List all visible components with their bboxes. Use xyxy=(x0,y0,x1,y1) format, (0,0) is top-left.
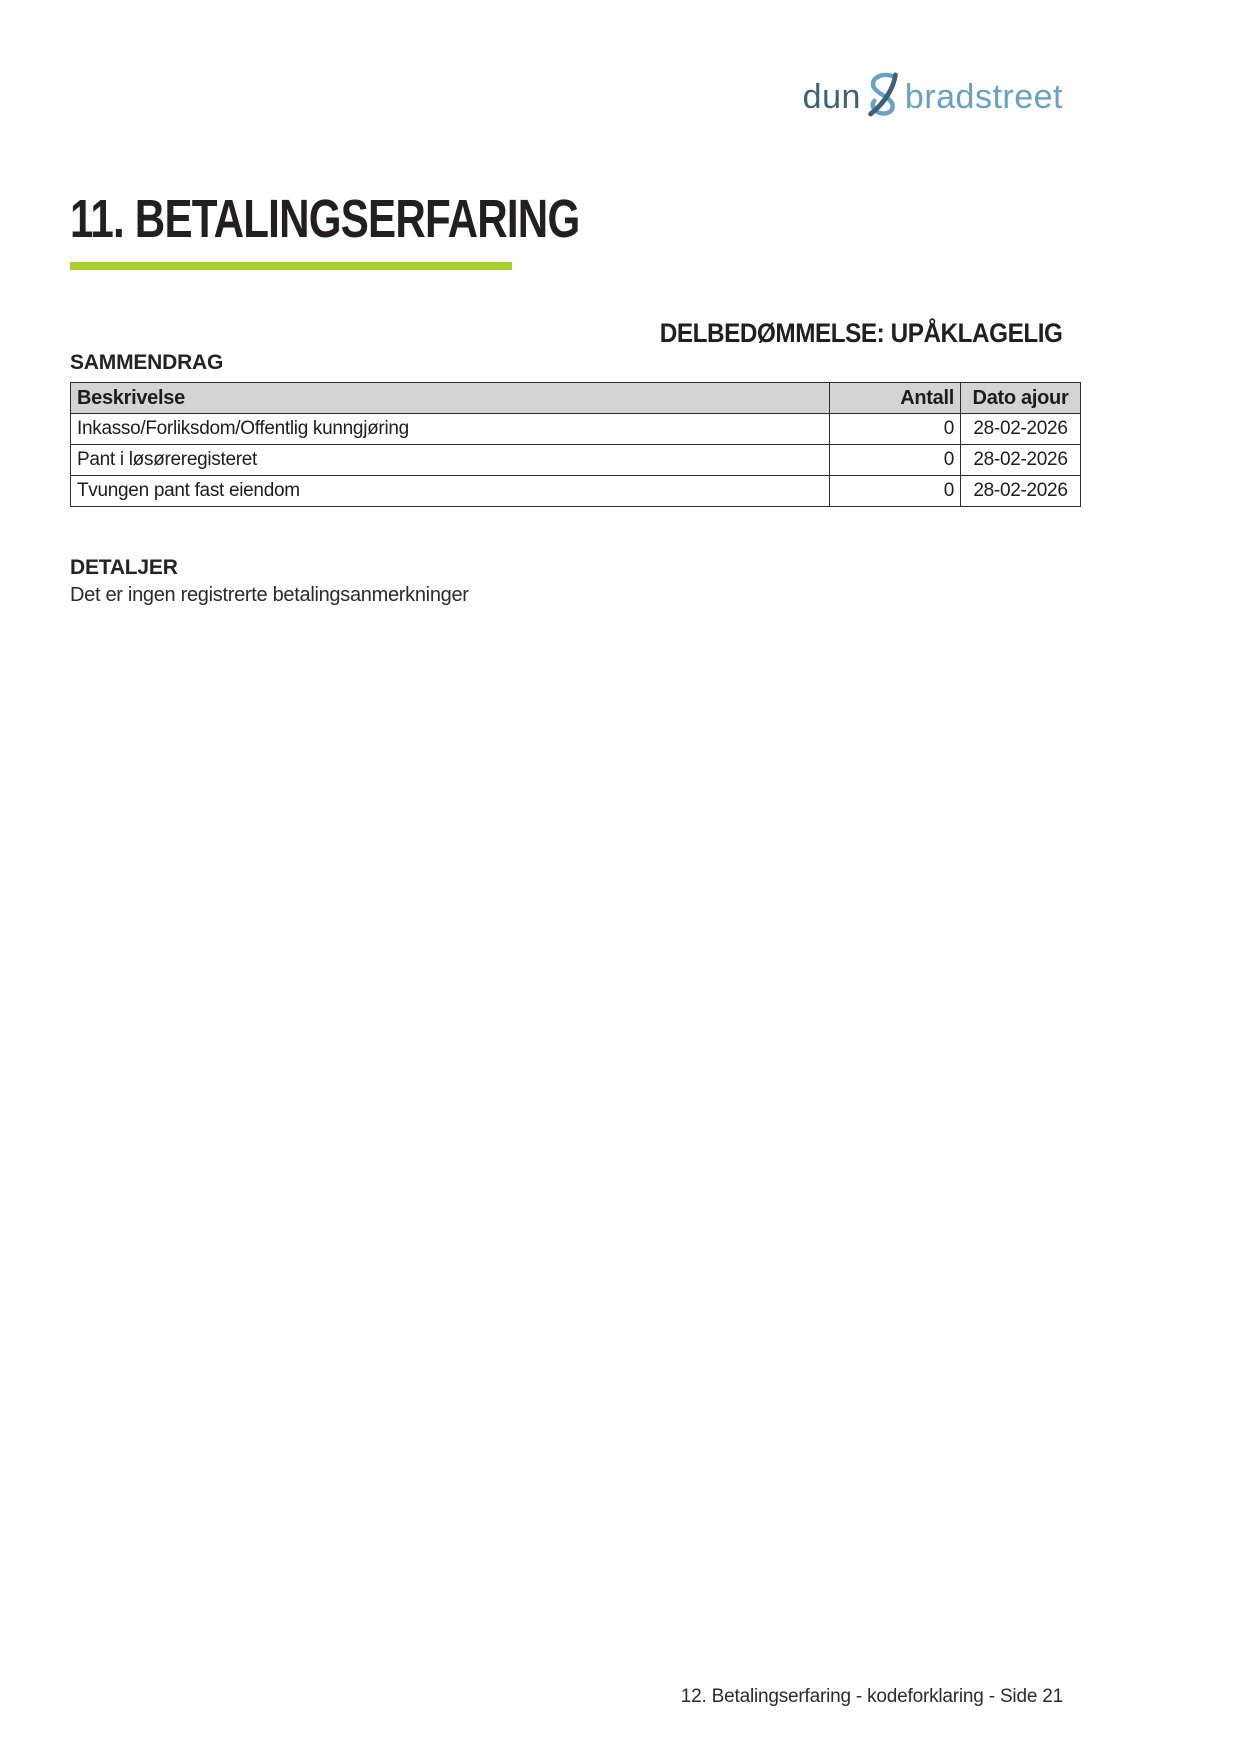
logo-text-dun: dun xyxy=(802,78,861,116)
cell-dato-ajour: 28-02-2026 xyxy=(961,445,1081,476)
column-header-dato-ajour: Dato ajour xyxy=(961,383,1081,414)
cell-antall: 0 xyxy=(830,414,961,445)
table-header-row xyxy=(71,383,1081,414)
cell-antall: 0 xyxy=(830,476,961,507)
table-row xyxy=(71,445,1081,476)
page-footer: 12. Betalingserfaring - kodeforklaring - Side 21 xyxy=(680,1686,1063,1707)
page-title: 11. BETALINGSERFARING xyxy=(70,189,580,249)
column-header-beskrivelse: Beskrivelse xyxy=(71,383,830,414)
cell-beskrivelse: Pant i løsøreregisteret xyxy=(71,445,830,476)
ampersand-icon xyxy=(862,71,904,117)
assessment-line: DELBEDØMMELSE: UPÅKLAGELIG xyxy=(660,318,1063,348)
cell-dato-ajour: 28-02-2026 xyxy=(961,476,1081,507)
title-accent-rule xyxy=(70,262,512,270)
details-text: Det er ingen registrerte betalingsanmerkninger xyxy=(70,584,469,606)
dnb-logo xyxy=(803,78,1063,117)
summary-table-body xyxy=(71,414,1081,507)
cell-dato-ajour: 28-02-2026 xyxy=(961,414,1081,445)
table-row xyxy=(71,476,1081,507)
logo-text-bradstreet: bradstreet xyxy=(904,78,1063,116)
cell-beskrivelse: Tvungen pant fast eiendom xyxy=(71,476,830,507)
cell-beskrivelse: Inkasso/Forliksdom/Offentlig kunngjøring xyxy=(71,414,830,445)
table-row xyxy=(71,414,1081,445)
summary-table xyxy=(70,382,1081,507)
summary-heading: SAMMENDRAG xyxy=(70,351,224,374)
details-heading: DETALJER xyxy=(70,556,178,579)
column-header-antall: Antall xyxy=(830,383,961,414)
cell-antall: 0 xyxy=(830,445,961,476)
